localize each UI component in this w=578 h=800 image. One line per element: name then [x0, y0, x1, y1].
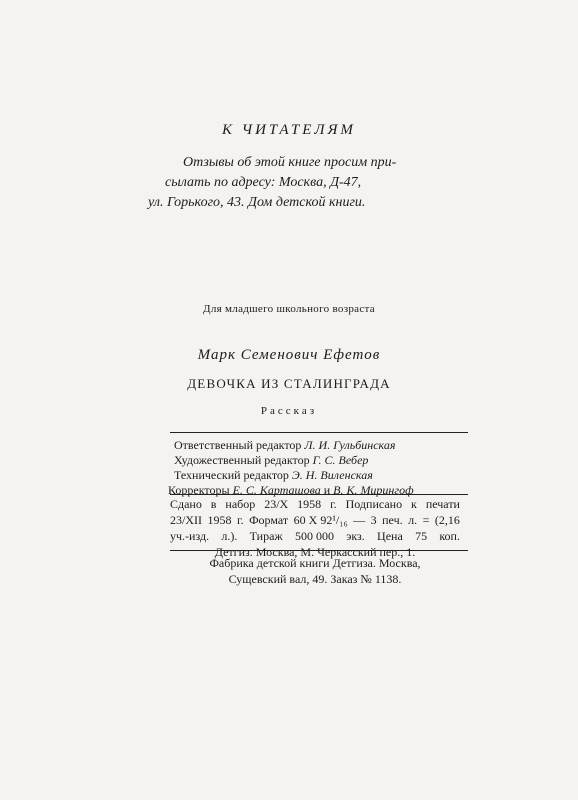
- imprint-publisher-address: Детгиз. Москва, М. Черкасский пер., 1.: [214, 545, 416, 559]
- imprint-word: 23/X: [264, 497, 289, 511]
- credit-row: [168, 453, 468, 468]
- credit-row: [168, 438, 468, 453]
- divider-rule: [170, 494, 468, 495]
- imprint-word: г.: [237, 513, 244, 527]
- imprint-row: [170, 496, 460, 512]
- printing-factory-block: [170, 555, 460, 587]
- reader-notice-line: ул. Горького, 43. Дом детской книги.: [148, 195, 366, 210]
- reader-notice-title: К ЧИТАТЕЛЯМ: [222, 122, 356, 138]
- imprint-word: Формат: [249, 513, 289, 527]
- imprint-word: Подписано: [345, 497, 403, 511]
- imprint-word: (2,16: [434, 513, 460, 527]
- imprint-word: печати: [425, 497, 460, 511]
- imprint-word: уч.-изд.: [170, 529, 210, 543]
- credit-name-second: В. К. Мирингоф: [333, 483, 414, 497]
- imprint-word: Тираж: [249, 529, 283, 543]
- credit-role: Технический редактор: [174, 468, 289, 482]
- imprint-word: набор: [225, 497, 256, 511]
- imprint-word: г.: [330, 497, 337, 511]
- credit-name: Э. Н. Виленская: [291, 468, 373, 482]
- credit-row: [168, 468, 468, 483]
- credit-role: Ответственный редактор: [174, 438, 302, 452]
- reader-notice-line: Отзывы об этой книге просим при-: [183, 155, 397, 170]
- factory-line: Сущевский вал, 49. Заказ № 1138.: [228, 572, 402, 586]
- imprint-word: к: [411, 497, 417, 511]
- imprint-word: л.).: [221, 529, 238, 543]
- imprint-word: 23/XII: [170, 513, 202, 527]
- imprint-word: Цена: [377, 529, 403, 543]
- divider-rule: [170, 550, 468, 551]
- credit-name: Е. С. Карташова: [232, 483, 321, 497]
- imprint-word: коп.: [439, 529, 460, 543]
- reader-notice-line: сылать по адресу: Москва, Д-47,: [165, 175, 362, 190]
- imprint-word: 500 000: [294, 529, 334, 543]
- credit-name: Г. С. Вебер: [312, 453, 369, 467]
- imprint-word: л.: [408, 513, 418, 527]
- age-group-line: Для младшего школьного возраста: [203, 303, 375, 315]
- divider-rule: [170, 432, 468, 433]
- imprint-word: —: [353, 513, 366, 527]
- genre-label: Рассказ: [260, 405, 318, 417]
- imprint-word: в: [210, 497, 217, 511]
- factory-line: Фабрика детской книги Детгиза. Москва,: [209, 556, 421, 570]
- credit-role: Корректоры: [168, 483, 230, 497]
- imprint-word: 3: [370, 513, 377, 527]
- imprint-word: 60 X 92¹/₁₆: [293, 513, 348, 527]
- credit-conjunction: и: [323, 483, 331, 497]
- imprint-word: 1958: [297, 497, 322, 511]
- imprint-word: 1958: [207, 513, 232, 527]
- imprint-word: печ.: [382, 513, 403, 527]
- book-title: ДЕВОЧКА ИЗ СТАЛИНГРАДА: [187, 376, 391, 391]
- author-name: Марк Семенович Ефетов: [197, 347, 381, 363]
- credits-block: [168, 438, 468, 498]
- credit-role: Художественный редактор: [174, 453, 310, 467]
- credit-name: Л. И. Гульбинская: [304, 438, 396, 452]
- imprint-word: Сдано: [170, 497, 202, 511]
- imprint-word: экз.: [346, 529, 365, 543]
- imprint-row: [170, 512, 460, 528]
- imprint-word: =: [422, 513, 430, 527]
- imprint-row: [170, 528, 460, 544]
- imprint-word: 75: [415, 529, 428, 543]
